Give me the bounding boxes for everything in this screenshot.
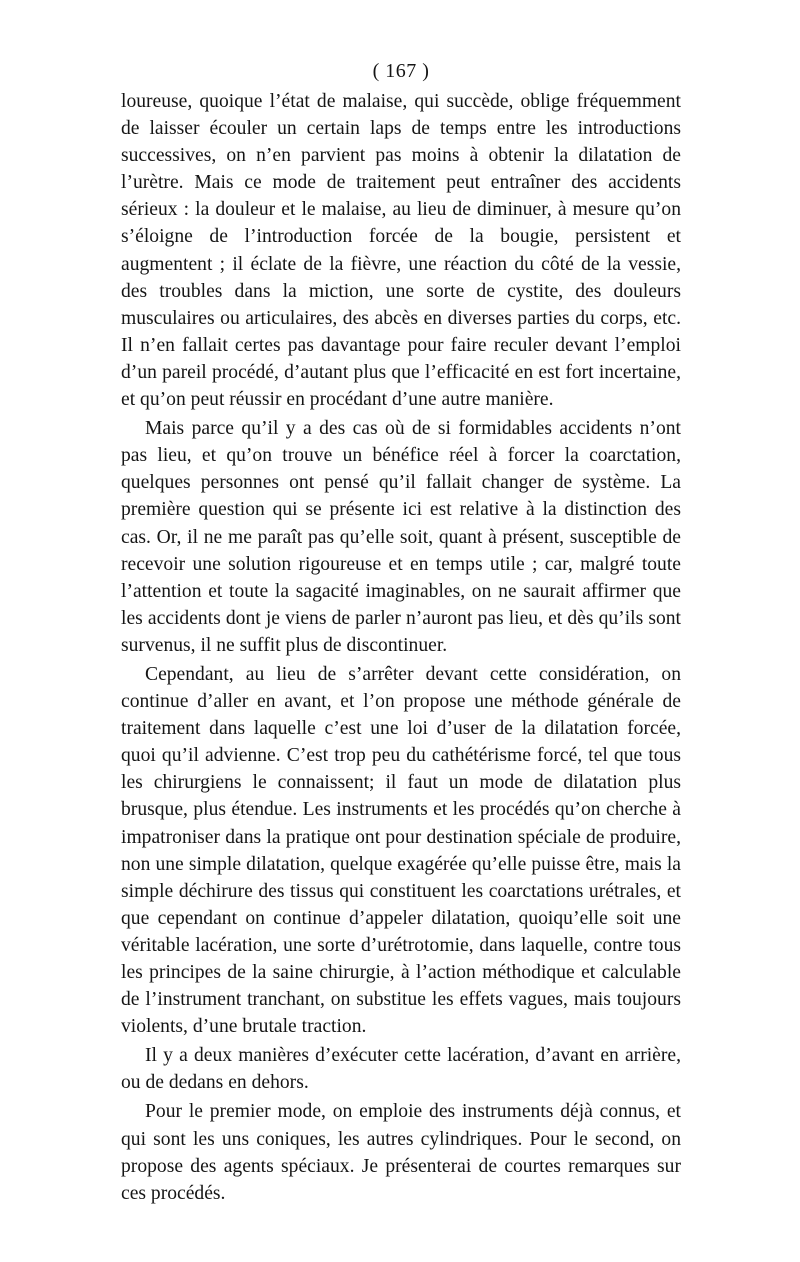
paragraph-4: Il y a deux manières d’exécuter cette lacération, d’avant en arrière, ou de dedans en dehors. xyxy=(121,1045,681,1094)
page-number: ( 167 ) xyxy=(372,60,430,82)
paragraph-3: Cependant, au lieu de s’arrêter devant cette considération, on continue d’aller en avant, et l’on propose une méthode générale de traitement dans laquelle c’est une loi d’user de la dilatation forcée, quoi qu’il advienne. C’est trop peu du cathétérisme forcé, tel que tous les chirurgiens le connaissent; il faut un mode de dilatation plus brusque, plus étendue. Les instruments et les procédés qu’on cherche à impatroniser dans la pratique ont pour destination spéciale de produire, non une simple dilatation, quelque exagérée qu’elle puisse être, mais la simple déchirure des tissus qui constituent les coarctations urétrales, et que cependant on continue d’appeler dilatation, quoiqu’elle soit une véritable lacération, une sorte d’urétrotomie, dans laquelle, contre tous les principes de la saine chirurgie, à l’action méthodique et calculable de l’instrument tranchant, on substitue les effets vagues, mais toujours violents, d’une brutale traction. xyxy=(121,663,681,1038)
paragraph-1: loureuse, quoique l’état de malaise, qui succède, oblige fréquemment de laisser écouler un certain laps de temps entre les introductions successives, on n’en parvient pas moins à obtenir la dilatation de l’urètre. Mais ce mode de traitement peut entraîner des accidents sérieux : la douleur et le malaise, au lieu de diminuer, à mesure qu’on s’éloigne de l’introduction forcée de la bougie, persistent et augmentent ; il éclate de la fièvre, une réaction du côté de la vessie, des troubles dans la miction, une sorte de cystite, des douleurs musculaires ou articulaires, des abcès en diverses parties du corps, etc. Il n’en fallait certes pas davantage pour faire reculer devant l’emploi d’un pareil procédé, d’autant plus que l’efficacité en est fort incertaine, et qu’on peut réussir en procédant d’une autre manière. xyxy=(121,91,681,411)
book-page xyxy=(121,56,681,1207)
paragraph-5: Pour le premier mode, on emploie des instruments déjà connus, et qui sont les uns coniques, les autres cylindriques. Pour le second, on propose des agents spéciaux. Je présenterai de courtes remarques sur ces procédés. xyxy=(121,1101,681,1204)
paragraph-2: Mais parce qu’il y a des cas où de si formidables accidents n’ont pas lieu, et qu’on trouve un bénéfice réel à forcer la coarctation, quelques personnes ont pensé qu’il fallait changer de système. La première question qui se présente ici est relative à la distinction des cas. Or, il ne me paraît pas qu’elle soit, quant à présent, susceptible de recevoir une solution rigoureuse et en temps utile ; car, malgré toute l’attention et toute la sagacité imaginables, on ne saurait affirmer que les accidents dont je viens de parler n’auront pas lieu, et dès qu’ils sont survenus, il ne suffit plus de discontinuer. xyxy=(121,418,681,656)
